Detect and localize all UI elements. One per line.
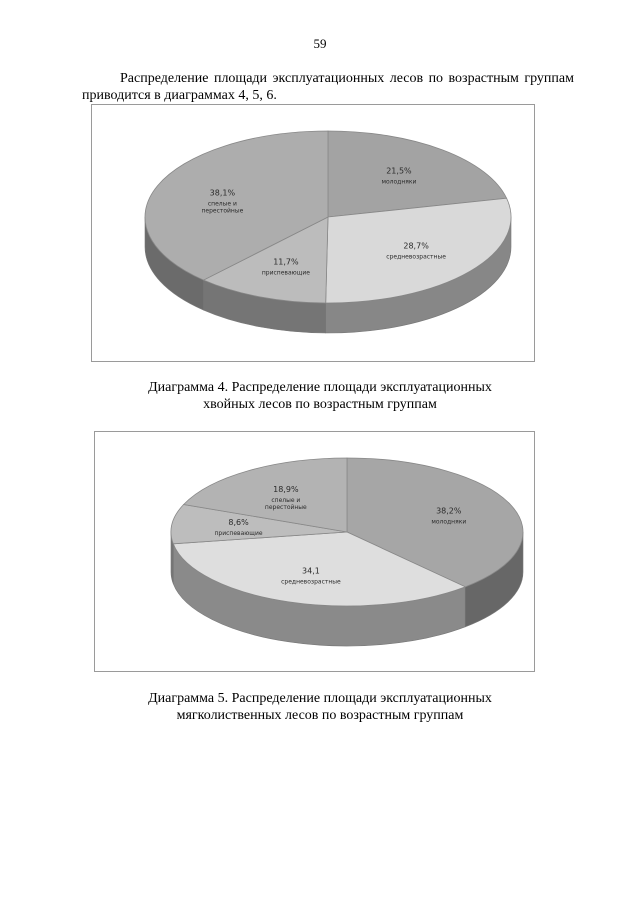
diagram-4-pie-chart xyxy=(92,105,534,361)
diagram-5-pie-chart xyxy=(95,432,534,671)
diagram-4-caption-line-2: хвойных лесов по возрастным группам xyxy=(203,397,437,412)
slice-percent-label: 38,1% xyxy=(209,188,236,198)
slice-category-label: средневозрастные xyxy=(386,253,446,261)
slice-category-label: приспевающие xyxy=(214,529,263,537)
slice-percent-label: 34,1 xyxy=(302,566,320,576)
slice-category-label: спелые и перестойные xyxy=(264,497,307,512)
slice-percent-label: 38,2% xyxy=(436,506,462,516)
diagram-5-frame xyxy=(94,431,535,672)
diagram-5-caption-line-2: мягколиственных лесов по возрастным группам xyxy=(176,708,464,723)
slice-category-label: приспевающие xyxy=(261,269,310,277)
diagram-4-caption xyxy=(0,379,640,413)
slice-percent-label: 21,5% xyxy=(386,166,412,176)
intro-paragraph: Распределение площади эксплуатационных лесов по возрастным группам приводится в диаграммах 4, 5, 6. xyxy=(82,71,574,103)
slice-category-label: средневозрастные xyxy=(281,578,341,586)
diagram-5-caption xyxy=(0,690,640,724)
slice-category-label: молодняки xyxy=(381,178,417,186)
pie-slices xyxy=(145,131,511,303)
diagram-5-caption-line-1: Диаграмма 5. Распределение площади эксплуатационных xyxy=(148,691,492,706)
slice-percent-label: 28,7% xyxy=(403,241,429,251)
slice-percent-label: 18,9% xyxy=(273,485,299,495)
diagram-4-frame xyxy=(91,104,535,362)
slice-category-label: молодняки xyxy=(431,518,467,526)
diagram-4-caption-line-1: Диаграмма 4. Распределение площади эксплуатационных xyxy=(148,380,492,395)
slice-percent-label: 11,7% xyxy=(273,257,299,267)
slice-category-label: спелые и перестойные xyxy=(201,200,244,215)
slice-percent-label: 8,6% xyxy=(228,517,249,527)
page-number: 59 xyxy=(313,36,327,51)
